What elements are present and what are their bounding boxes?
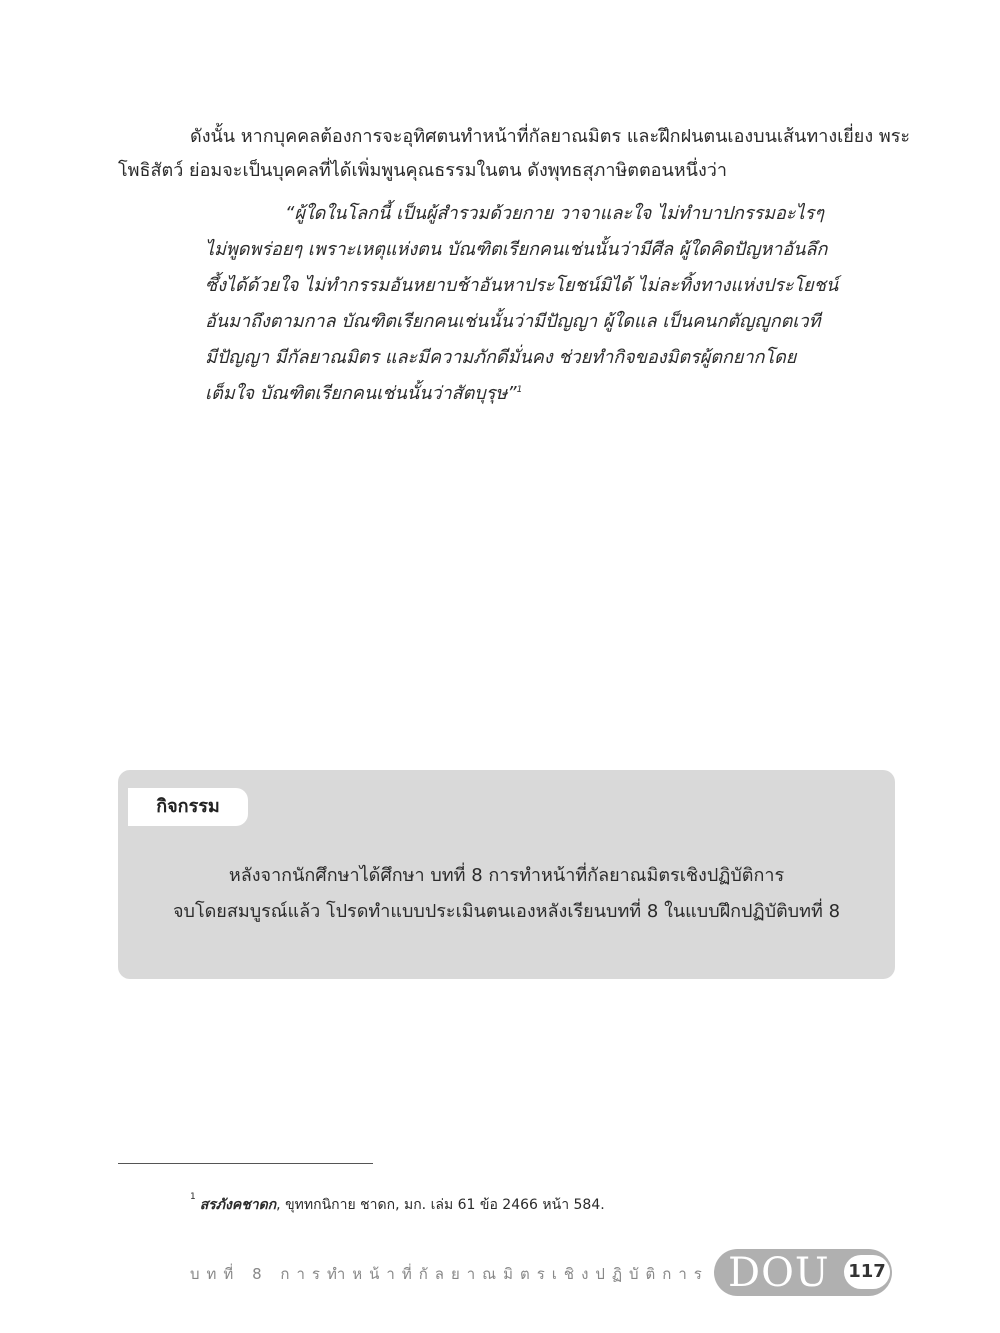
quote-line-last — [205, 376, 805, 412]
activity-line: หลังจากนักศึกษาได้ศึกษา บทที่ 8 การทำหน้าที่กัลยาณมิตรเชิงปฏิบัติการ — [228, 865, 785, 886]
footnote-reference[interactable]: 1 — [516, 385, 523, 395]
footnote-divider — [118, 1163, 373, 1164]
footnote — [190, 1194, 605, 1216]
body-line: โพธิสัตว์ ย่อมจะเป็นบุคคลที่ได้เพิ่มพูนคุณธรรมในตน ดังพุทธสุภาษิตตอนหนึ่งว่า — [118, 160, 727, 181]
activity-box — [118, 770, 895, 979]
activity-heading: กิจกรรม — [128, 788, 248, 826]
quote-line: อันมาถึงตามกาล บัณฑิตเรียกคนเช่นนั้นว่ามีปัญญา ผู้ใดแล เป็นคนกตัญญูกตเวที — [205, 311, 821, 332]
activity-line: จบโดยสมบูรณ์แล้ว โปรดทำแบบประเมินตนเองหลังเรียนบทที่ 8 ในแบบฝึกปฏิบัติบทที่ 8 — [172, 901, 841, 922]
footnote-marker: 1 — [190, 1192, 196, 1202]
buddhist-quote — [205, 196, 839, 412]
body-line: ดังนั้น หากบุคคลต้องการจะอุทิศตนทำหน้าที่กัลยาณมิตร และฝึกฝนตนเองบนเส้นทางเยี่ยง พระ — [190, 126, 911, 147]
quote-line: ไม่พูดพร่อยๆ เพราะเหตุแห่งตน บัณฑิตเรียกคนเช่นนั้นว่ามีศีล ผู้ใดคิดปัญหาอันลึก — [205, 239, 828, 260]
quote-line-text: เต็มใจ บัณฑิตเรียกคนเช่นนั้นว่าสัตบุรุษ” — [205, 383, 517, 404]
running-footer-title: บทที่ 8 การทำหน้าที่กัลยาณมิตรเชิงปฏิบัติการ — [190, 1265, 709, 1283]
dou-logo: DOU — [728, 1250, 830, 1296]
activity-instructions — [118, 858, 895, 930]
page-badge — [714, 1249, 892, 1296]
quote-line: “ผู้ใดในโลกนี้ เป็นผู้สำรวมด้วยกาย วาจาและใจ ไม่ทำบาปกรรมอะไรๆ — [285, 203, 824, 224]
footnote-source-title: สรภังคชาดก — [199, 1197, 277, 1213]
quote-line: มีปัญญา มีกัลยาณมิตร และมีความภักดีมั่นคง ช่วยทำกิจของมิตรผู้ตกยากโดย — [205, 347, 797, 368]
page-number: 117 — [844, 1255, 890, 1289]
footnote-citation: , ขุททกนิกาย ชาดก, มก. เล่ม 61 ข้อ 2466 หน้า 584. — [276, 1197, 605, 1213]
body-paragraph — [118, 120, 911, 188]
quote-line: ซึ้งได้ด้วยใจ ไม่ทำกรรมอันหยาบช้าอันหาประโยชน์มิได้ ไม่ละทิ้งทางแห่งประโยชน์ — [205, 275, 839, 296]
